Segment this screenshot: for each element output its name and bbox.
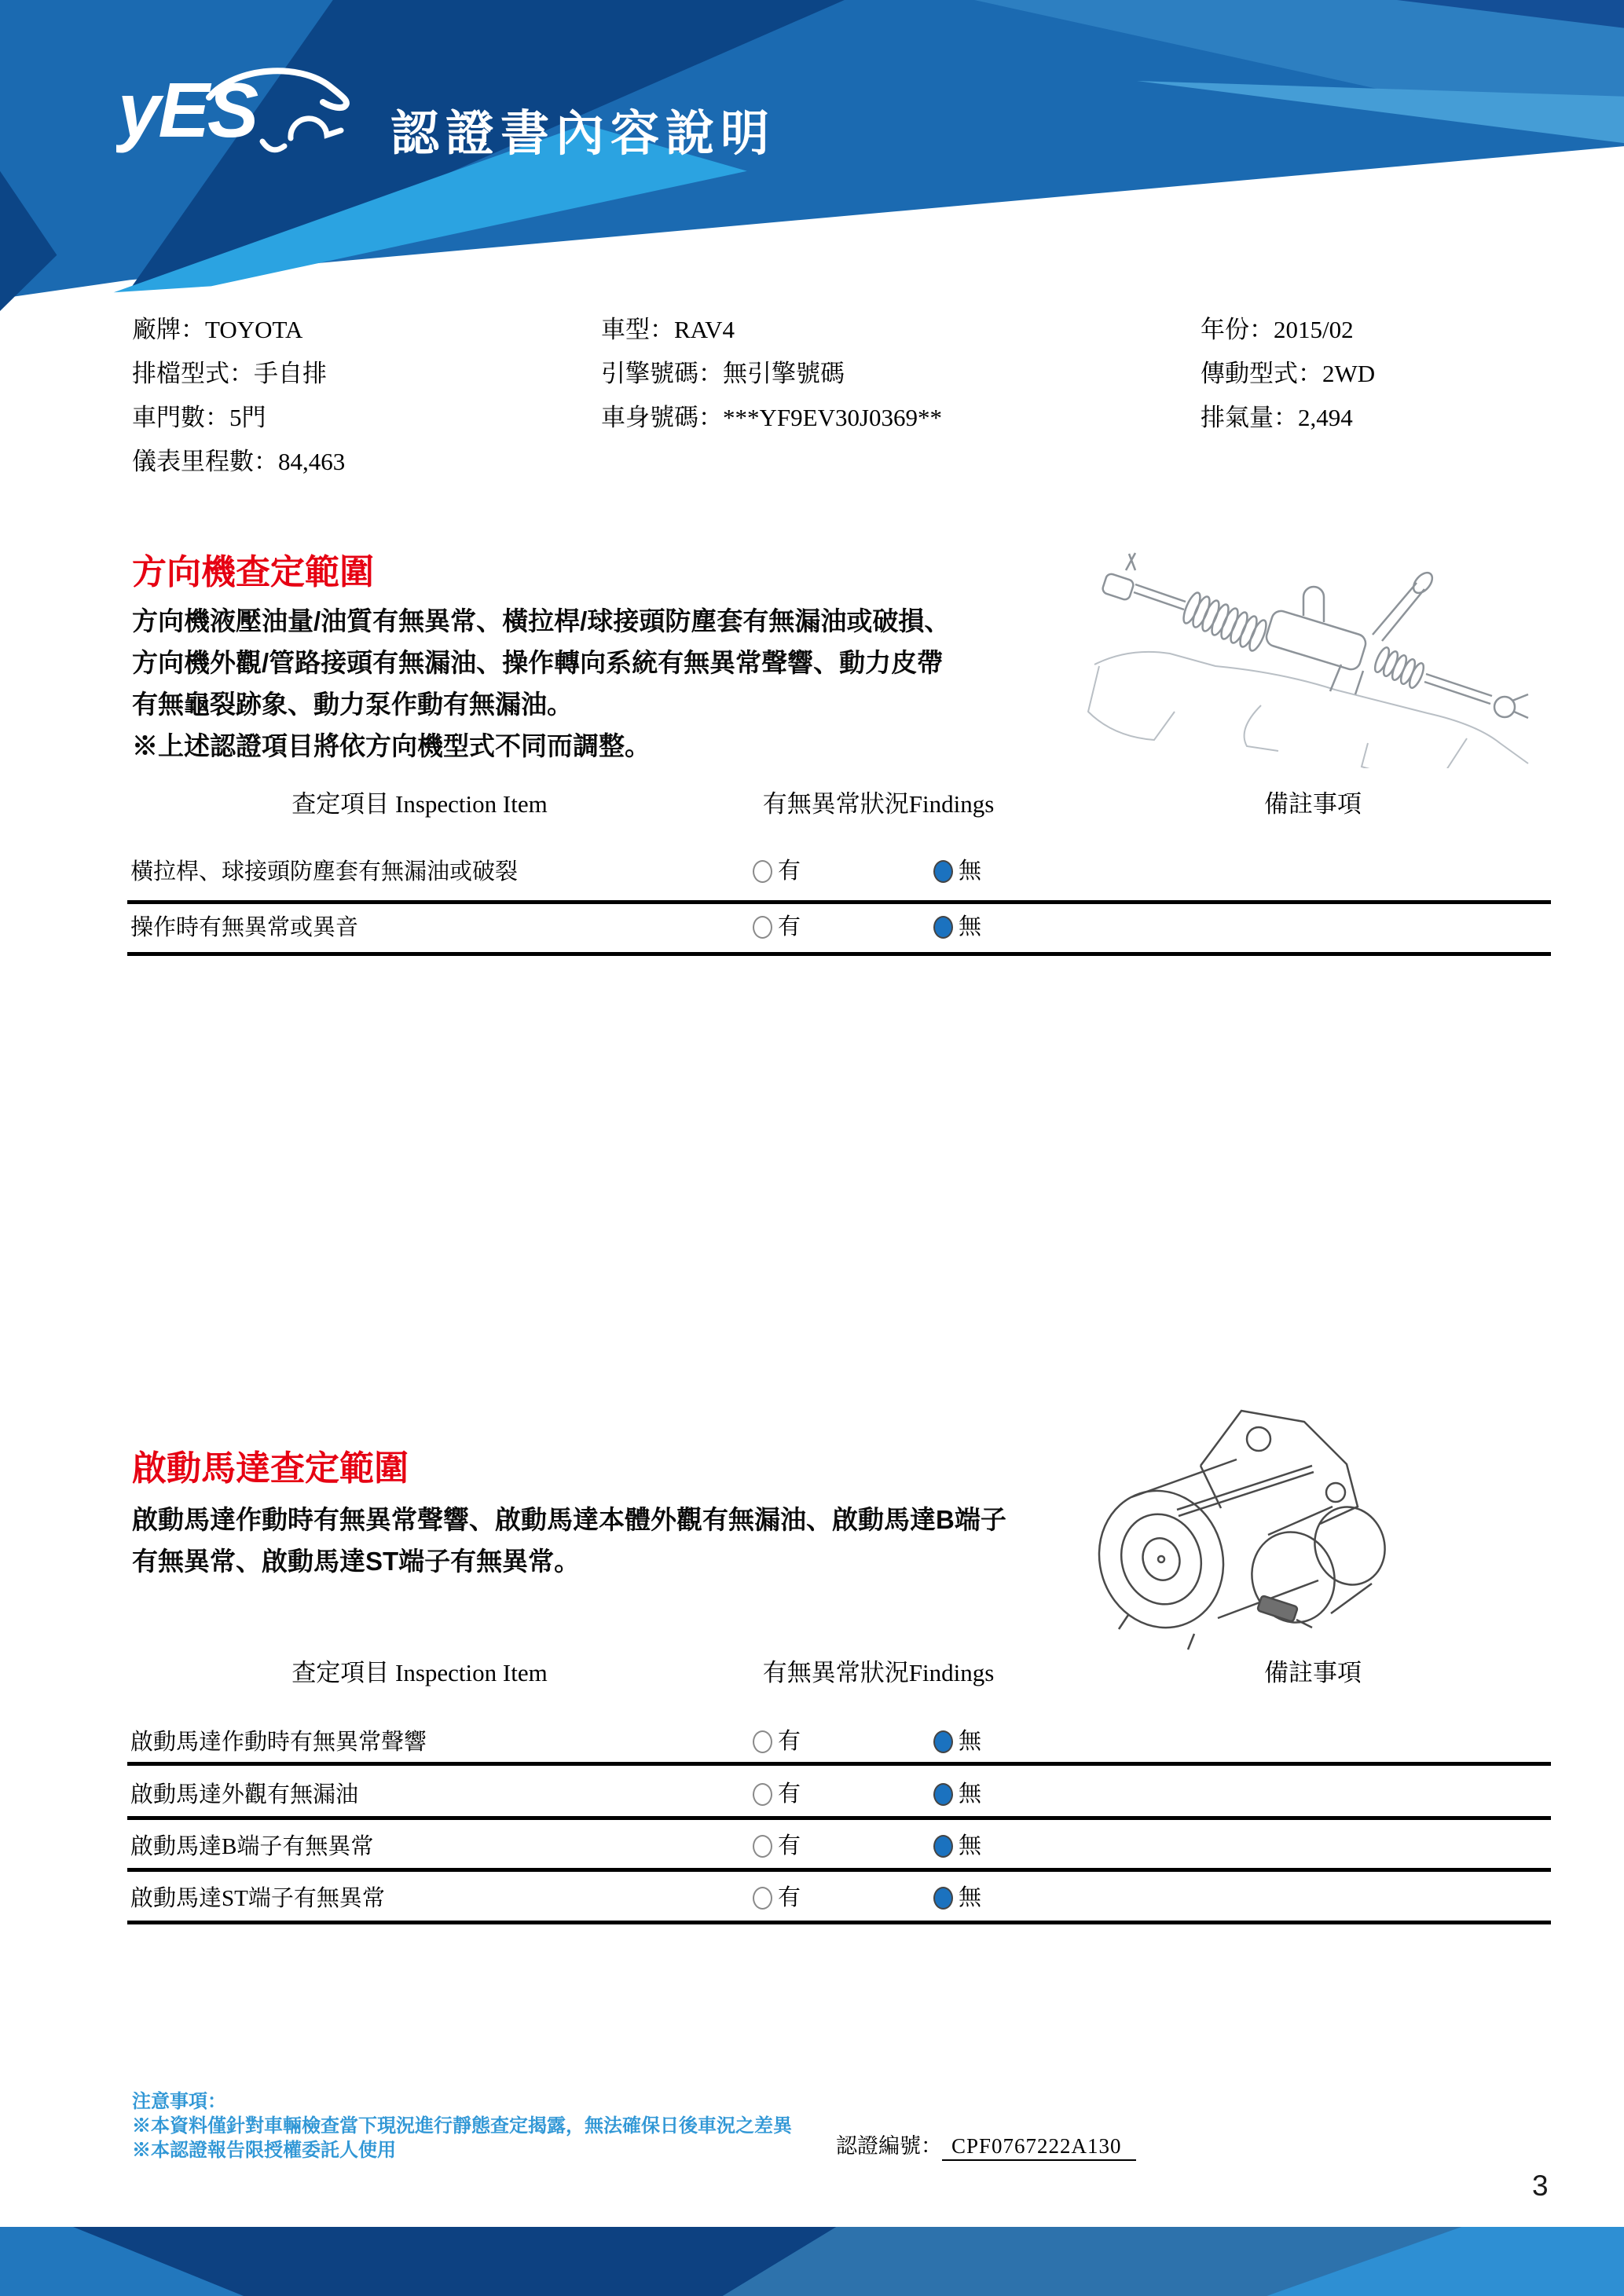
remark-cell [1244,1831,1382,1862]
radio-no-label: 無 [959,1885,982,1910]
radio-no-icon[interactable] [933,1783,953,1806]
row-item-label: 啟動馬達外觀有無漏油 [130,1782,359,1807]
steering-rack-illustration [1065,540,1560,768]
remark-cell [1244,856,1382,888]
table-header-remarks: 備註事項 [1264,1659,1362,1686]
table-header-remarks: 備註事項 [1264,790,1362,818]
info-displacement: 排氣量：2,494 [1201,404,1353,431]
radio-option-no[interactable] [933,1728,981,1755]
certificate-number-value: CPF0767222A130 [942,2134,1136,2161]
radio-option-yes[interactable] [753,858,801,884]
radio-yes-label: 有 [778,1885,801,1910]
radio-no-label: 無 [959,914,982,939]
info-brand: 廠牌：TOYOTA [132,316,303,343]
radio-no-label: 無 [959,859,982,884]
radio-yes-icon[interactable] [753,860,772,883]
description-line: 有無龜裂跡象、動力泵作動有無漏油。 [132,690,573,719]
header-band [0,0,1624,311]
radio-option-yes[interactable] [753,1728,801,1755]
radio-no-icon[interactable] [933,916,953,939]
remark-cell [1244,1883,1382,1914]
description-line: 啟動馬達作動時有無異常聲響、啟動馬達本體外觀有無漏油、啟動馬達B端子 [132,1505,1006,1534]
certificate-number-label: 認證編號： [836,2134,942,2158]
info-transmission: 排檔型式：手自排 [132,360,327,387]
row-divider [127,1921,1551,1924]
logo-text: yES [118,67,257,153]
remark-cell [1244,912,1382,943]
radio-no-label: 無 [959,1833,982,1858]
remark-cell [1244,1727,1382,1758]
vehicle-info-col1 [132,308,345,484]
row-divider [127,952,1551,956]
table-row [127,1883,1551,1924]
radio-yes-icon[interactable] [753,1835,772,1858]
radio-yes-icon[interactable] [753,1730,772,1753]
section-note: ※上述認證項目將依方向機型式不同而調整。 [132,731,651,760]
info-drivetrain: 傳動型式：2WD [1201,360,1376,387]
section-title-steering: 方向機查定範圍 [132,553,374,591]
row-divider [127,1868,1551,1872]
radio-yes-label: 有 [778,1729,801,1754]
radio-option-no[interactable] [933,858,981,884]
info-vin: 車身號碼：***YF9EV30J0369** [601,404,943,431]
description-line: 有無異常、啟動馬達ST端子有無異常。 [132,1547,581,1576]
radio-no-icon[interactable] [933,1887,953,1910]
section-description-starter [132,1499,1006,1582]
description-line: 方向機液壓油量/油質有無異常、橫拉桿/球接頭防塵套有無漏油或破損、 [132,606,951,635]
radio-option-no[interactable] [933,914,981,940]
notice-block [132,2089,792,2162]
radio-yes-label: 有 [778,1782,801,1807]
radio-no-icon[interactable] [933,1835,953,1858]
page-title: 認證書內容說明 [390,107,776,161]
row-divider [127,1816,1551,1820]
row-divider [127,1762,1551,1766]
inspection-table-starter [127,1650,1551,1932]
certificate-number-row [836,2129,1136,2159]
table-header-findings: 有無異常狀況Findings [762,1659,995,1686]
radio-option-no[interactable] [933,1833,981,1859]
footer-band [0,2227,1624,2296]
section-title-starter: 啟動馬達查定範圍 [132,1449,409,1488]
table-row [127,1779,1551,1820]
starter-motor-illustration [1083,1390,1391,1651]
car-wheel-arc [291,119,341,138]
info-mileage: 儀表里程數：84,463 [132,448,346,475]
remark-cell [1244,1779,1382,1811]
table-row [127,856,1551,897]
radio-option-yes[interactable] [753,1884,801,1911]
radio-option-yes[interactable] [753,1781,801,1807]
radio-option-yes[interactable] [753,1833,801,1859]
table-header-item: 查定項目 Inspection Item [291,1659,548,1686]
row-item-label: 啟動馬達作動時有無異常聲響 [130,1730,427,1755]
row-item-label: 橫拉桿、球接頭防塵套有無漏油或破裂 [130,859,519,884]
info-doors: 車門數：5門 [132,404,266,431]
radio-yes-label: 有 [778,914,801,939]
info-year: 年份：2015/02 [1201,316,1354,343]
radio-yes-icon[interactable] [753,1887,772,1910]
yes-logo [116,53,383,163]
radio-no-label: 無 [959,1782,982,1807]
radio-yes-label: 有 [778,859,801,884]
radio-option-no[interactable] [933,1781,981,1807]
radio-option-yes[interactable] [753,914,801,940]
table-header-findings: 有無異常狀況Findings [762,790,995,818]
row-item-label: 啟動馬達B端子有無異常 [130,1834,374,1859]
car-tail-line [262,141,284,150]
radio-no-icon[interactable] [933,1730,953,1753]
notice-line: ※本資料僅針對車輛檢查當下現況進行靜態查定揭露，無法確保日後車況之差異 [132,2115,792,2137]
page-number: 3 [1532,2170,1549,2202]
row-divider [127,900,1551,904]
vehicle-info-col2 [601,308,942,440]
section-description-steering [132,600,950,767]
info-model: 車型：RAV4 [601,316,735,343]
radio-no-icon[interactable] [933,860,953,883]
description-line: 方向機外觀/管路接頭有無漏油、操作轉向系統有無異常聲響、動力皮帶 [132,648,944,677]
row-item-label: 操作時有無異常或異音 [130,915,359,940]
inspection-table-steering [127,784,1551,965]
row-item-label: 啟動馬達ST端子有無異常 [130,1886,385,1911]
notice-line: ※本認證報告限授權委託人使用 [132,2140,396,2161]
table-row [127,1831,1551,1872]
radio-option-no[interactable] [933,1884,981,1911]
radio-no-label: 無 [959,1729,982,1754]
radio-yes-label: 有 [778,1833,801,1858]
radio-yes-icon[interactable] [753,916,772,939]
notice-title: 注意事項： [132,2091,226,2112]
table-header-item: 查定項目 Inspection Item [291,790,548,818]
radio-yes-icon[interactable] [753,1783,772,1806]
table-row [127,912,1551,953]
vehicle-info-col3 [1201,308,1375,440]
info-engine-no: 引擎號碼：無引擎號碼 [601,360,845,387]
